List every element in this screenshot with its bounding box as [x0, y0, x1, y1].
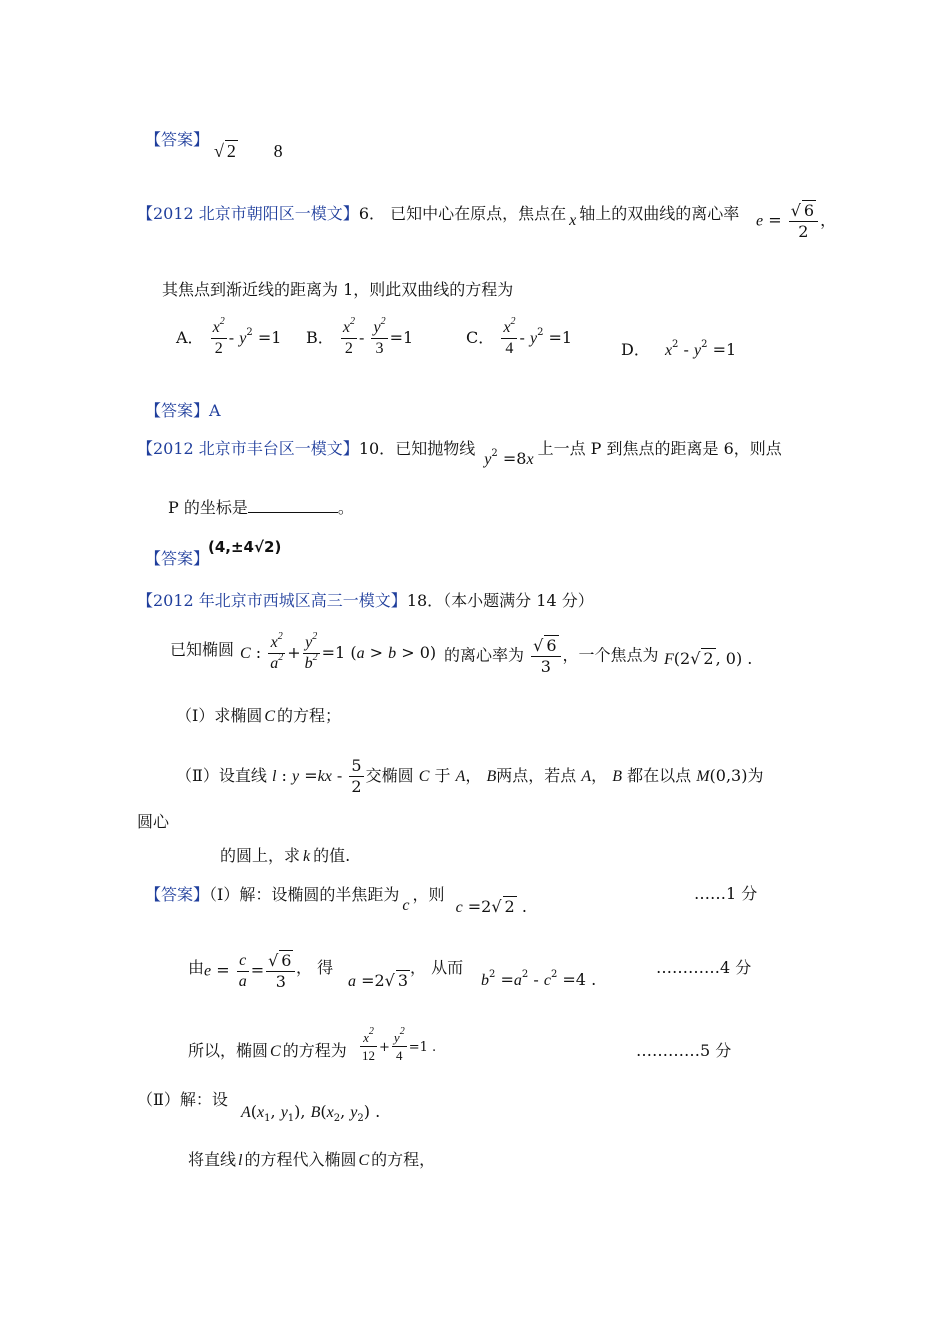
q10-number: 10．	[358, 439, 396, 458]
q6-option-b-label: B．	[306, 328, 334, 347]
answer-line-1	[145, 130, 209, 150]
q10-line-2-end: 。	[337, 498, 354, 517]
q10-line-2	[168, 498, 354, 518]
q18-solution-4	[137, 1090, 228, 1110]
q10-text-b: 上一点 P 到焦点的距离是 6，则点	[537, 439, 782, 458]
q10-answer	[145, 549, 209, 569]
q18-solution-2-b2: $b^2 =a^2 - c^2 =4$ .	[481, 969, 597, 989]
q18-part2-end-a: 的圆上，求	[220, 846, 301, 865]
q10-text-a: 已知抛物线	[395, 439, 476, 458]
q10-answer-value: (4,±4√2)	[208, 538, 282, 556]
q18-part1-a: （Ⅰ）求椭圆	[176, 706, 263, 725]
q18-eccentricity: 的离心率为 $\frac{√ 6}{3}$ ，一个焦点为	[444, 636, 659, 676]
answer-sqrt2: √ 2 8	[214, 141, 283, 161]
q10-source-tag: 【2012 北京市丰台区一模文】	[137, 439, 359, 458]
score-1: ……1 分	[694, 884, 758, 903]
q18-solution-1: 【答案】（Ⅰ）解：设椭圆的半焦距为c，则 c =2√ 2 .	[145, 885, 527, 916]
q6-comma: ，	[820, 210, 837, 230]
q18-solution-2a: 由	[188, 958, 205, 977]
q18-part2-c: 于	[434, 766, 451, 785]
score-3: …………5 分	[636, 1041, 732, 1060]
q10-line-1: 【2012 北京市丰台区一模文】10．已知抛物线 $y^2 =8x$上一点 P 到焦点的距离是 6，则点	[137, 439, 782, 468]
q18-solution-3a: 所以，椭圆	[188, 1041, 269, 1060]
q18-solution-2	[188, 958, 204, 978]
q6-answer	[145, 401, 221, 421]
q18-solution-4a: （Ⅱ）解：设	[137, 1090, 228, 1109]
q18-part2-b: 交椭圆	[365, 766, 414, 785]
q10-line-2-text: P 的坐标是	[168, 498, 248, 517]
q18-solution-5c: 的方程，	[371, 1150, 436, 1169]
q18-part2-f: ，	[591, 766, 608, 785]
q18-solution-5b: 的方程代入椭圆	[244, 1150, 357, 1169]
q18-given-c: ，一个焦点为	[562, 645, 659, 665]
q18-solution-3-eq: $\frac{x^2}{12}$ + $\frac{y^2}{4}$ =1 .	[362, 1026, 437, 1063]
q18-solution-5a: 将直线	[188, 1150, 237, 1169]
q10-blank	[248, 498, 338, 513]
score-2: …………4 分	[656, 958, 752, 977]
q18-source-tag: 【2012 年北京市西城区高三一模文】	[137, 591, 407, 610]
q10-answer-label: 【答案】	[145, 549, 210, 568]
q18-part2-h: 为	[747, 766, 764, 785]
q6-eccentricity: e = $\frac{√ 6}{2}$ ，	[756, 201, 837, 241]
q18-given	[170, 640, 234, 660]
q6-option-c-label: C．	[466, 328, 495, 347]
q18-part2-a: （Ⅱ）设直线	[176, 766, 267, 785]
q18-solution-1a: （Ⅰ）解：设椭圆的半焦距为	[209, 885, 400, 904]
q18-number: 18．（本小题满分 14 分）	[406, 591, 594, 610]
q6-option-a: A． $\frac{x^2}{2}$ - $y^2 =1$	[176, 316, 282, 357]
q18-focus: F(2√ 2 , 0) .	[664, 649, 753, 668]
q6-option-d: D． $x^2 - y^2 =1$	[621, 339, 737, 359]
q18-part2-end-b: 的值.	[313, 846, 351, 865]
q6-text-b: 轴上的双曲线的离心率	[579, 204, 740, 223]
q18-solution-2-a: a =2√ 3	[348, 971, 409, 990]
q6-answer-label: 【答案】	[145, 401, 210, 420]
q6-line-2: 其焦点到渐近线的距离为 1，则此双曲线的方程为	[162, 280, 514, 299]
q18-part2-e: 两点，若点	[496, 766, 577, 785]
q18-answer-label: 【答案】	[145, 885, 210, 904]
q18-solution-2-eq: e = $\frac{c}{a}$ = $\frac{√ 6}{3}$	[204, 950, 297, 992]
q18-solution-5: 将直线 l 的方程代入椭圆 C 的方程，	[188, 1150, 436, 1169]
q6-text-a: 已知中心在原点，焦点在	[390, 204, 567, 223]
q18-part2-g: 都在以点	[627, 766, 692, 785]
q6-line-1: 【2012 北京市朝阳区一模文】6． 已知中心在原点，焦点在 x 轴上的双曲线的离心率	[137, 204, 740, 229]
q18-line-1	[137, 591, 594, 611]
q18-part2-end: 的圆上，求 k 的值.	[220, 846, 351, 865]
q6-option-b: B． $\frac{x^2}{2}$ - $\frac{y^2}{3}$ =1	[306, 316, 414, 357]
q18-solution-3: 所以，椭圆 C 的方程为	[188, 1041, 347, 1060]
q18-part2-wrap: 圆心	[137, 812, 170, 831]
q18-solution-2b: ， 得	[296, 958, 334, 977]
q18-part2: （Ⅱ）设直线 l : y =kx - $\frac{5}{2}$ 交椭圆 C 于 A， B两点，若点 A， B 都在以点 M(0,3)为	[176, 756, 764, 796]
q6-option-d-label: D．	[621, 340, 650, 359]
q18-solution-3b: 的方程为	[282, 1041, 347, 1060]
q6-source-tag: 【2012 北京市朝阳区一模文】	[137, 204, 359, 223]
q18-solution-1b: ，则	[412, 885, 445, 904]
answer-value-8: 8	[273, 141, 283, 161]
q18-given-b: 的离心率为	[444, 645, 525, 665]
q18-given-a: 已知椭圆	[170, 640, 235, 659]
q6-number: 6．	[358, 204, 385, 223]
q6-answer-value: A	[209, 401, 221, 420]
answer-label: 【答案】	[145, 130, 210, 149]
q18-part2-d: ，	[465, 766, 482, 785]
q6-option-a-label: A．	[176, 328, 204, 347]
q18-solution-2c: ， 从而	[410, 958, 464, 977]
q18-part1-b: 的方程；	[277, 706, 342, 725]
q18-ellipse-eq: C : $\frac{x^2}{a^2}$ + $\frac{y^2}{b^2}$ =1 (a > b > 0)	[240, 631, 437, 672]
q6-option-c: C． $\frac{x^2}{4}$ - $y^2 =1$	[466, 316, 573, 357]
q18-part1: （Ⅰ）求椭圆 C 的方程；	[176, 706, 342, 725]
q18-solution-4-points: $A(x_1$, $y_1$), $B(x_2$, $y_2$) .	[241, 1102, 381, 1124]
